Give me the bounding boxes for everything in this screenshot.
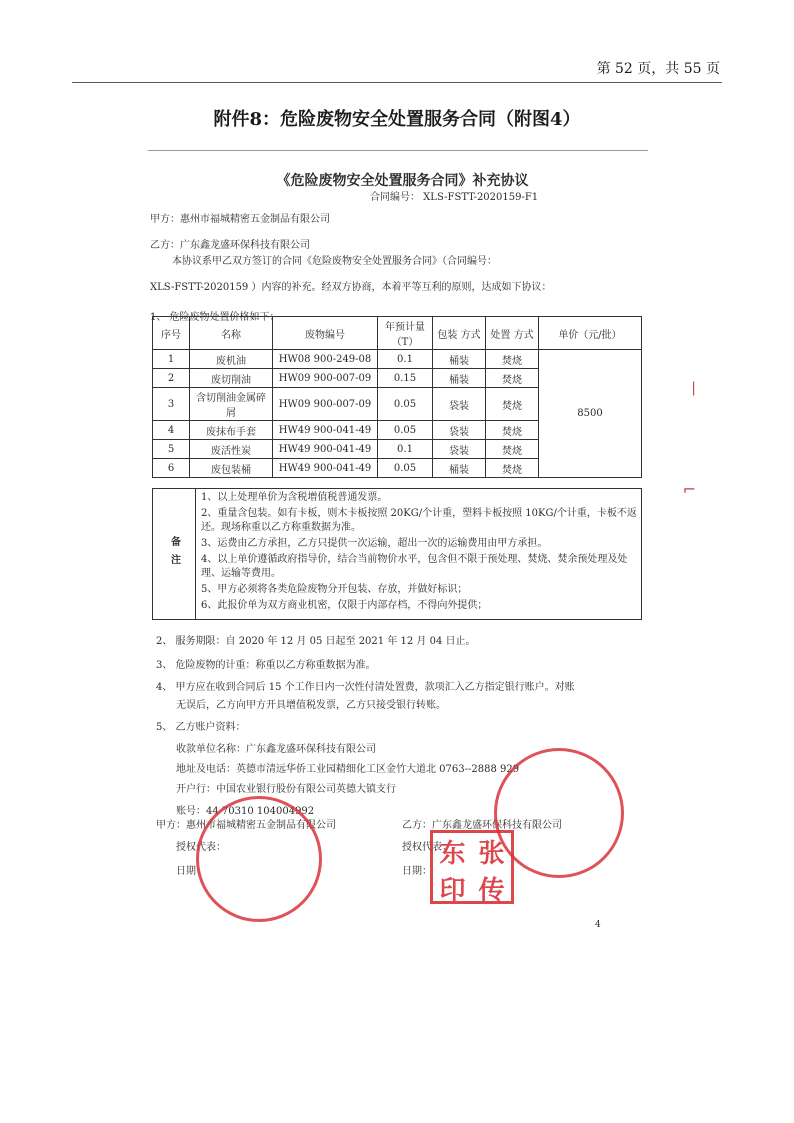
cell: 袋装 xyxy=(433,421,486,440)
clause-4b: 无误后，乙方向甲方开具增值税发票，乙方只接受银行转账。 xyxy=(176,700,446,711)
cell: HW09 900-007-09 xyxy=(273,369,378,388)
cell: HW49 900-041-49 xyxy=(273,440,378,459)
party-a-seal-stamp xyxy=(196,796,322,922)
unit-price-cell: 8500 xyxy=(539,350,642,478)
col-header: 名称 xyxy=(190,317,273,350)
cell: 1 xyxy=(153,350,190,369)
cell: 袋装 xyxy=(433,440,486,459)
intro-line-2: XLS-FSTT-2020159 ）内容的补充。经双方协商，本着平等互利的原则，达成如下协议： xyxy=(150,282,552,293)
document-title: 附件8：危险废物安全处置服务合同（附图4） xyxy=(213,109,581,130)
cell: 焚烧 xyxy=(486,440,539,459)
section-1: 1、 危险废物处置价格如下： xyxy=(150,312,280,323)
cell: 废抹布手套 xyxy=(190,421,273,440)
page-indicator: 第 52 页，共 55 页 xyxy=(596,61,720,77)
cell: 0.1 xyxy=(378,440,433,459)
cell: 桶装 xyxy=(433,350,486,369)
cell: 废包装桶 xyxy=(190,459,273,478)
seal-char: 印 xyxy=(439,876,466,906)
cell: 2 xyxy=(153,369,190,388)
cell: 焚烧 xyxy=(486,459,539,478)
cell: 4 xyxy=(153,421,190,440)
cell: 0.1 xyxy=(378,350,433,369)
cell: 废切削油 xyxy=(190,369,273,388)
clause-4a: 4、 甲方应在收到合同后 15 个工作日内一次性付清处置费，款项汇入乙方指定银行账户。对账 xyxy=(156,682,575,693)
cell: HW09 900-007-09 xyxy=(273,388,378,421)
cell: 桶装 xyxy=(433,369,486,388)
edge-stamp-mark: | xyxy=(691,380,696,396)
cell: 5 xyxy=(153,440,190,459)
cell: 0.05 xyxy=(378,421,433,440)
contract-number: 合同编号： XLS-FSTT-2020159-F1 xyxy=(370,192,539,203)
cell: 袋装 xyxy=(433,388,486,421)
cell: HW08 900-249-08 xyxy=(273,350,378,369)
cell: 桶装 xyxy=(433,459,486,478)
remark-item: 3、运费由乙方承担，乙方只提供一次运输，超出一次的运输费用由甲方承担。 xyxy=(201,538,548,549)
col-header: 包装 方式 xyxy=(433,317,486,350)
seal-char: 张 xyxy=(478,839,505,869)
col-header: 年预计量（T） xyxy=(378,317,433,350)
party-a: 甲方：惠州市福城精密五金制品有限公司 xyxy=(150,214,330,225)
cell: 焚烧 xyxy=(486,388,539,421)
cell: 废活性炭 xyxy=(190,440,273,459)
cell: 焚烧 xyxy=(486,369,539,388)
cell: 含切削油金属碎屑 xyxy=(190,388,273,421)
col-header: 废物编号 xyxy=(273,317,378,350)
scanned-contract xyxy=(140,148,665,938)
remark-item: 5、甲方必须将各类危险废物分开包装、存放，并做好标识； xyxy=(201,584,468,595)
cell: 焚烧 xyxy=(486,350,539,369)
agreement-title: 《危险废物安全处置服务合同》补充协议 xyxy=(276,173,529,189)
cell: 3 xyxy=(153,388,190,421)
edge-stamp-mark: ⌐ xyxy=(682,480,696,499)
remark-item: 4、以上单价遵循政府指导价，结合当前物价水平，包含但不限于预处理、焚烧、焚余预处理及处理、运输等费用。 xyxy=(201,554,628,579)
table-header-row xyxy=(153,317,642,350)
personal-seal-stamp xyxy=(430,830,514,904)
account-number: 账号：44 70310 104004992 xyxy=(176,806,315,817)
col-header: 单价（元/批） xyxy=(539,317,642,350)
scan-top-line xyxy=(148,150,648,151)
party-b: 乙方：广东鑫龙盛环保科技有限公司 xyxy=(150,240,310,251)
cell: 0.05 xyxy=(378,388,433,421)
col-header: 序号 xyxy=(153,317,190,350)
clause-2: 2、 服务期限：自 2020 年 12 月 05 日起至 2021 年 12 月 04 日止。 xyxy=(156,636,476,647)
sign-party-a: 甲方：惠州市福城精密五金制品有限公司 xyxy=(156,820,336,831)
cell: 0.15 xyxy=(378,369,433,388)
remark-item: 1、以上处理单价为含税增值税普通发票。 xyxy=(201,492,388,503)
sign-a-date: 日期： xyxy=(176,866,206,877)
cell: HW49 900-041-49 xyxy=(273,421,378,440)
address-phone: 地址及电话：英德市清远华侨工业园精细化工区金竹大道北 0763--2888 929 xyxy=(176,764,520,775)
intro-line-1: 本协议系甲乙双方签订的合同《危险废物安全处置服务合同》（合同编号： xyxy=(172,256,497,267)
sign-b-authorized: 授权代表： xyxy=(402,842,452,853)
sign-party-b: 乙方：广东鑫龙盛环保科技有限公司 xyxy=(402,820,562,831)
sign-b-date: 日期： xyxy=(402,866,432,877)
payee-name: 收款单位名称：广东鑫龙盛环保科技有限公司 xyxy=(176,744,376,755)
sign-a-authorized: 授权代表： xyxy=(176,842,226,853)
cell: 焚烧 xyxy=(486,421,539,440)
remarks-label: 备注 xyxy=(153,489,196,619)
cell: HW49 900-041-49 xyxy=(273,459,378,478)
table-row xyxy=(153,350,642,369)
clause-5: 5、 乙方账户资料： xyxy=(156,722,246,733)
col-header: 处置 方式 xyxy=(486,317,539,350)
remark-item: 2、重量含包装。如有卡板，则木卡板按照 20KG/个计重，塑料卡板按照 10KG/个计重，卡板不返还。现场称重以乙方称重数据为准。 xyxy=(201,508,637,533)
cell: 废机油 xyxy=(190,350,273,369)
price-table xyxy=(152,316,642,478)
remarks-box xyxy=(152,488,642,620)
seal-char: 东 xyxy=(439,839,466,869)
inner-page-number: 4 xyxy=(595,920,601,930)
header-rule xyxy=(72,82,722,83)
seal-char: 传 xyxy=(478,876,505,906)
cell: 6 xyxy=(153,459,190,478)
clause-3: 3、 危险废物的计重：称重以乙方称重数据为准。 xyxy=(156,660,376,671)
bank-name: 开户行：中国农业银行股份有限公司英德大镇支行 xyxy=(176,784,396,795)
remark-item: 6、此报价单为双方商业机密，仅限于内部存档，不得向外提供； xyxy=(201,600,488,611)
cell: 0.05 xyxy=(378,459,433,478)
